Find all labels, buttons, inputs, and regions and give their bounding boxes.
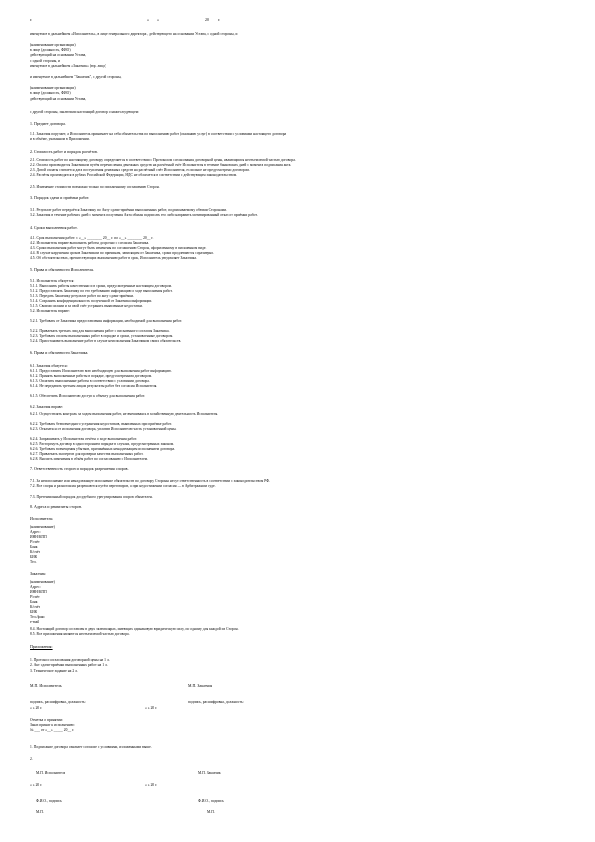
- section-line: 5.1.3. Передать Заказчику результат работ по акту сдачи-приёмки.: [30, 294, 135, 298]
- section-line: 4.1. Срок выполнения работ: с «__» ________ 20__ г. по «__» ________ 20__ г.: [30, 236, 154, 240]
- executor-detail: Банк: [30, 545, 38, 549]
- section-line: 4.3. Сроки выполнения работ могут быть изменены по соглашению Сторон, оформленному в письменном виде.: [30, 246, 207, 250]
- section-line: 6.2.7. Привлекать экспертов для проверки качества выполненных работ.: [30, 452, 144, 456]
- section-line: 6.2.1. Осуществлять контроль за ходом выполнения работ, не вмешиваясь в хозяйственную деятельность Исполнителя.: [30, 412, 219, 416]
- section-line: 1.1. Заказчик поручает, а Исполнитель принимает на себя обязательства по выполнению работ (оказанию услуг) в соответствии с условиями настоящего договора: [30, 132, 287, 136]
- party2-line: (наименование организации): [30, 86, 76, 90]
- section-title: 3. Порядок сдачи и приёмки работ.: [30, 196, 90, 200]
- section-line: 5.1.5. Своими силами и за свой счёт устранять выявленные недостатки.: [30, 304, 143, 308]
- date-quote-close: »: [157, 18, 159, 22]
- customer-detail: БИК: [30, 610, 38, 614]
- section-line: 6.1.2. Принять выполненные работы в порядке, предусмотренном договором.: [30, 374, 153, 378]
- bottom-mp-left: М.П. Исполнитель: [36, 771, 66, 775]
- customer-detail: Р/счёт: [30, 595, 40, 599]
- section-line: 5.1.4. Сохранять конфиденциальность полученной от Заказчика информации.: [30, 299, 153, 303]
- section-line: 2.2. Оплата производится Заказчиком путём перечисления денежных средств на расчётный счёт Исполнителя в течение банковских дней с момента подписания акта.: [30, 163, 292, 167]
- executor-detail: Адрес:: [30, 530, 41, 534]
- executor-detail: Тел.: [30, 560, 37, 564]
- section-line: 7.2. Все споры и разногласия разрешаются путём переговоров, а при недостижении согласия — в Арбитражном суде.: [30, 484, 216, 488]
- appendices-title: Приложения:: [30, 645, 53, 649]
- section-line: 3.1. Результат работ передаётся Заказчику по Акту сдачи-приёмки выполненных работ, подписываемому обеими Сторонами.: [30, 208, 228, 212]
- customer-detail: К/счёт: [30, 605, 41, 609]
- appendix-item: 2. Акт сдачи-приёмки выполненных работ на 1 л.: [30, 663, 108, 667]
- section-line: 5.1.1. Выполнить работы качественно и в сроки, предусмотренные настоящим договором.: [30, 284, 173, 288]
- section-line: 6.2.5. Расторгнуть договор в одностороннем порядке в случаях, предусмотренных законом.: [30, 442, 175, 446]
- section-line: 6.2.8. Вносить изменения в объём работ по согласованию с Исполнителем.: [30, 457, 149, 461]
- bottom-mp-right: М.П. Заказчик: [198, 771, 221, 775]
- appendix-item: 3. Техническое задание на 2 л.: [30, 669, 78, 673]
- executor-detail: (наименование): [30, 525, 55, 529]
- section-line: 6.1.1. Предоставить Исполнителю всю необходимую для выполнения работ информацию.: [30, 369, 172, 373]
- executor-detail: Р/счёт: [30, 540, 40, 544]
- section-title: 4. Сроки выполнения работ.: [30, 226, 78, 230]
- section-line: 5.1.2. Предоставлять Заказчику по его требованию информацию о ходе выполнения работ.: [30, 289, 173, 293]
- section-title: 5. Права и обязанности Исполнителя.: [30, 268, 94, 272]
- bottom-stamp-right: М.П.: [207, 810, 215, 814]
- year-label: 20: [205, 18, 209, 22]
- customer-detail: Адрес:: [30, 585, 41, 589]
- bottom-fio-right: Ф.И.О., подпись: [198, 799, 224, 803]
- bottom-date-right: « » 20 г.: [145, 783, 158, 787]
- signature-line-right: подпись, расшифровка, должность:: [188, 700, 244, 704]
- section-title: 2. Стоимость работ и порядок расчётов.: [30, 150, 98, 154]
- party1-line: именуемое в дальнейшем «Заказчик» (юр. лицо): [30, 64, 107, 68]
- party2-line: в лице (должность, ФИО): [30, 91, 71, 95]
- section-line: 6.2.6. Требовать возмещения убытков, причинённых ненадлежащим исполнением договора.: [30, 447, 176, 451]
- preamble-line: с другой стороны, заключили настоящий договор о нижеследующем:: [30, 110, 140, 114]
- footer-note-line: Отметка о принятии:: [30, 718, 64, 722]
- section-title: 1. Предмет договора.: [30, 122, 66, 126]
- customer-detail: e-mail: [30, 620, 40, 624]
- signature-title-left: М.П. Исполнитель: [30, 684, 62, 688]
- section-line: 6.1. Заказчик обязуется:: [30, 364, 68, 368]
- section-line: 6.1.4. Не передавать третьим лицам результаты работ без согласия Исполнителя.: [30, 384, 158, 388]
- section-line: 2.5. Изменение стоимости возможно только по письменному соглашению Сторон.: [30, 185, 160, 189]
- section-line: 5.2. Исполнитель вправе:: [30, 309, 70, 313]
- executor-detail: ИНН/КПП: [30, 535, 47, 539]
- section-line: 6.1.5. Обеспечить Исполнителю доступ к объекту для выполнения работ.: [30, 394, 146, 398]
- signature-date-left: « » 20 г.: [30, 706, 43, 710]
- year-suffix: г.: [218, 18, 221, 22]
- section-line: 4.4. В случае нарушения сроков Заказчиком по причинам, зависящим от Заказчика, сроки продлеваются соразмерно.: [30, 251, 215, 255]
- section-line: 5.2.2. Привлекать третьих лиц для выполнения работ с письменного согласия Заказчика.: [30, 329, 170, 333]
- addresses-title: 8. Адреса и реквизиты сторон.: [30, 505, 83, 509]
- city-label: г.: [30, 18, 33, 22]
- section-line: 3.2. Заказчик в течение рабочих дней с момента получения Акта обязан подписать его либо направить мотивированный отказ от приёмки работ.: [30, 213, 258, 217]
- customer-detail: Тел./факс: [30, 615, 45, 619]
- bottom-stamp-left: М.П.: [36, 810, 44, 814]
- section-line: 7.1. За неисполнение или ненадлежащее исполнение обязательств по договору Стороны несут ответственность в соответствии с законодательством РФ.: [30, 479, 271, 483]
- section-title: 6. Права и обязанности Заказчика.: [30, 351, 89, 355]
- customer-label: Заказчик:: [30, 572, 47, 576]
- section-line: 7.3. Претензионный порядок досудебного урегулирования споров обязателен.: [30, 495, 153, 499]
- section-line: 5.1. Исполнитель обязуется:: [30, 279, 75, 283]
- party1-line: (наименование организации): [30, 43, 76, 47]
- bottom-date-left: « » 20 г.: [30, 783, 43, 787]
- section-line: 6.2.3. Отказаться от исполнения договора, уплатив Исполнителю часть установленной цены.: [30, 427, 177, 431]
- preamble-line: и именуемое в дальнейшем "Заказчик", с другой стороны,: [30, 75, 122, 79]
- section-line: 4.2. Исполнитель вправе выполнить работы досрочно с согласия Заказчика.: [30, 241, 150, 245]
- date-quote-open: «: [147, 18, 149, 22]
- signature-date-right: « » 20 г.: [145, 706, 158, 710]
- footer-note-line: № ___ от «__» _____ 20__ г.: [30, 728, 75, 732]
- section-line: 2.1. Стоимость работ по настоящему договору определяется в соответствии с Протоколом согласования договорной цены, являющимся неотъемлемой частью договора.: [30, 158, 296, 162]
- section-title: 7. Ответственность сторон и порядок разрешения споров.: [30, 467, 129, 471]
- executor-label: Исполнитель:: [30, 517, 54, 521]
- section-line: 5.2.1. Требовать от Заказчика предоставления информации, необходимой для выполнения работ.: [30, 319, 183, 323]
- footer-marker: 2.: [30, 757, 33, 761]
- appendix-item: 1. Протокол согласования договорной цены на 1 л.: [30, 658, 110, 662]
- section-line: 6.1.3. Оплатить выполненные работы в соответствии с условиями договора.: [30, 379, 150, 383]
- executor-detail: БИК: [30, 555, 38, 559]
- customer-detail: (наименование): [30, 580, 55, 584]
- customer-detail: ИНН/КПП: [30, 590, 47, 594]
- section-line: 4.5. Об обстоятельствах, препятствующих выполнению работ в срок, Исполнитель уведомляет Заказчика.: [30, 256, 197, 260]
- party2-line: действующий на основании Устава,: [30, 97, 87, 101]
- bottom-fio-left: Ф.И.О., подпись: [36, 799, 62, 803]
- preamble-line: именуемое в дальнейшем «Исполнитель», в лице генерального директора , действующего на основании Устава, с одной стороны, и: [30, 32, 238, 36]
- final-clause-line: 8.5. Все приложения являются неотъемлемой частью договора.: [30, 632, 130, 636]
- section-line: 2.3. Датой оплаты считается дата поступления денежных средств на расчётный счёт Исполнителя, если иное не предусмотрено договором.: [30, 168, 250, 172]
- party1-line: в лице (должность, ФИО): [30, 48, 71, 52]
- section-line: 6.2.2. Требовать безвозмездного устранения недостатков, выявленных при приёмке работ.: [30, 422, 172, 426]
- customer-detail: Банк: [30, 600, 38, 604]
- footer-note-line: Заказ принят к исполнению:: [30, 723, 75, 727]
- final-clause-line: 8.4. Настоящий договор составлен в двух экземплярах, имеющих одинаковую юридическую силу, по одному для каждой из Сторон.: [30, 627, 239, 631]
- party1-line: с одной стороны, и: [30, 59, 61, 63]
- section-line: 2.4. Расчёты производятся в рублях Российской Федерации, НДС не облагается в соответствии с действующим законодательством.: [30, 173, 238, 177]
- party1-line: действующий на основании Устава,: [30, 53, 87, 57]
- signature-line-left: подпись, расшифровка, должность:: [30, 700, 86, 704]
- section-line: 6.2. Заказчик вправе:: [30, 405, 64, 409]
- section-line: и в объёме, указанном в Приложении.: [30, 137, 90, 141]
- signature-title-right: М.П. Заказчик: [188, 684, 213, 688]
- footer-note: 1. Подписание договора означает согласие с условиями, изложенными выше.: [30, 745, 152, 749]
- section-line: 6.2.4. Запрашивать у Исполнителя отчёты о ходе выполнения работ.: [30, 437, 138, 441]
- executor-detail: К/счёт: [30, 550, 41, 554]
- section-line: 5.2.4. Приостановить выполнение работ в случае неисполнения Заказчиком своих обязательств.: [30, 339, 182, 343]
- section-line: 5.2.3. Требовать оплаты выполненных работ в порядке и сроки, установленные договором.: [30, 334, 174, 338]
